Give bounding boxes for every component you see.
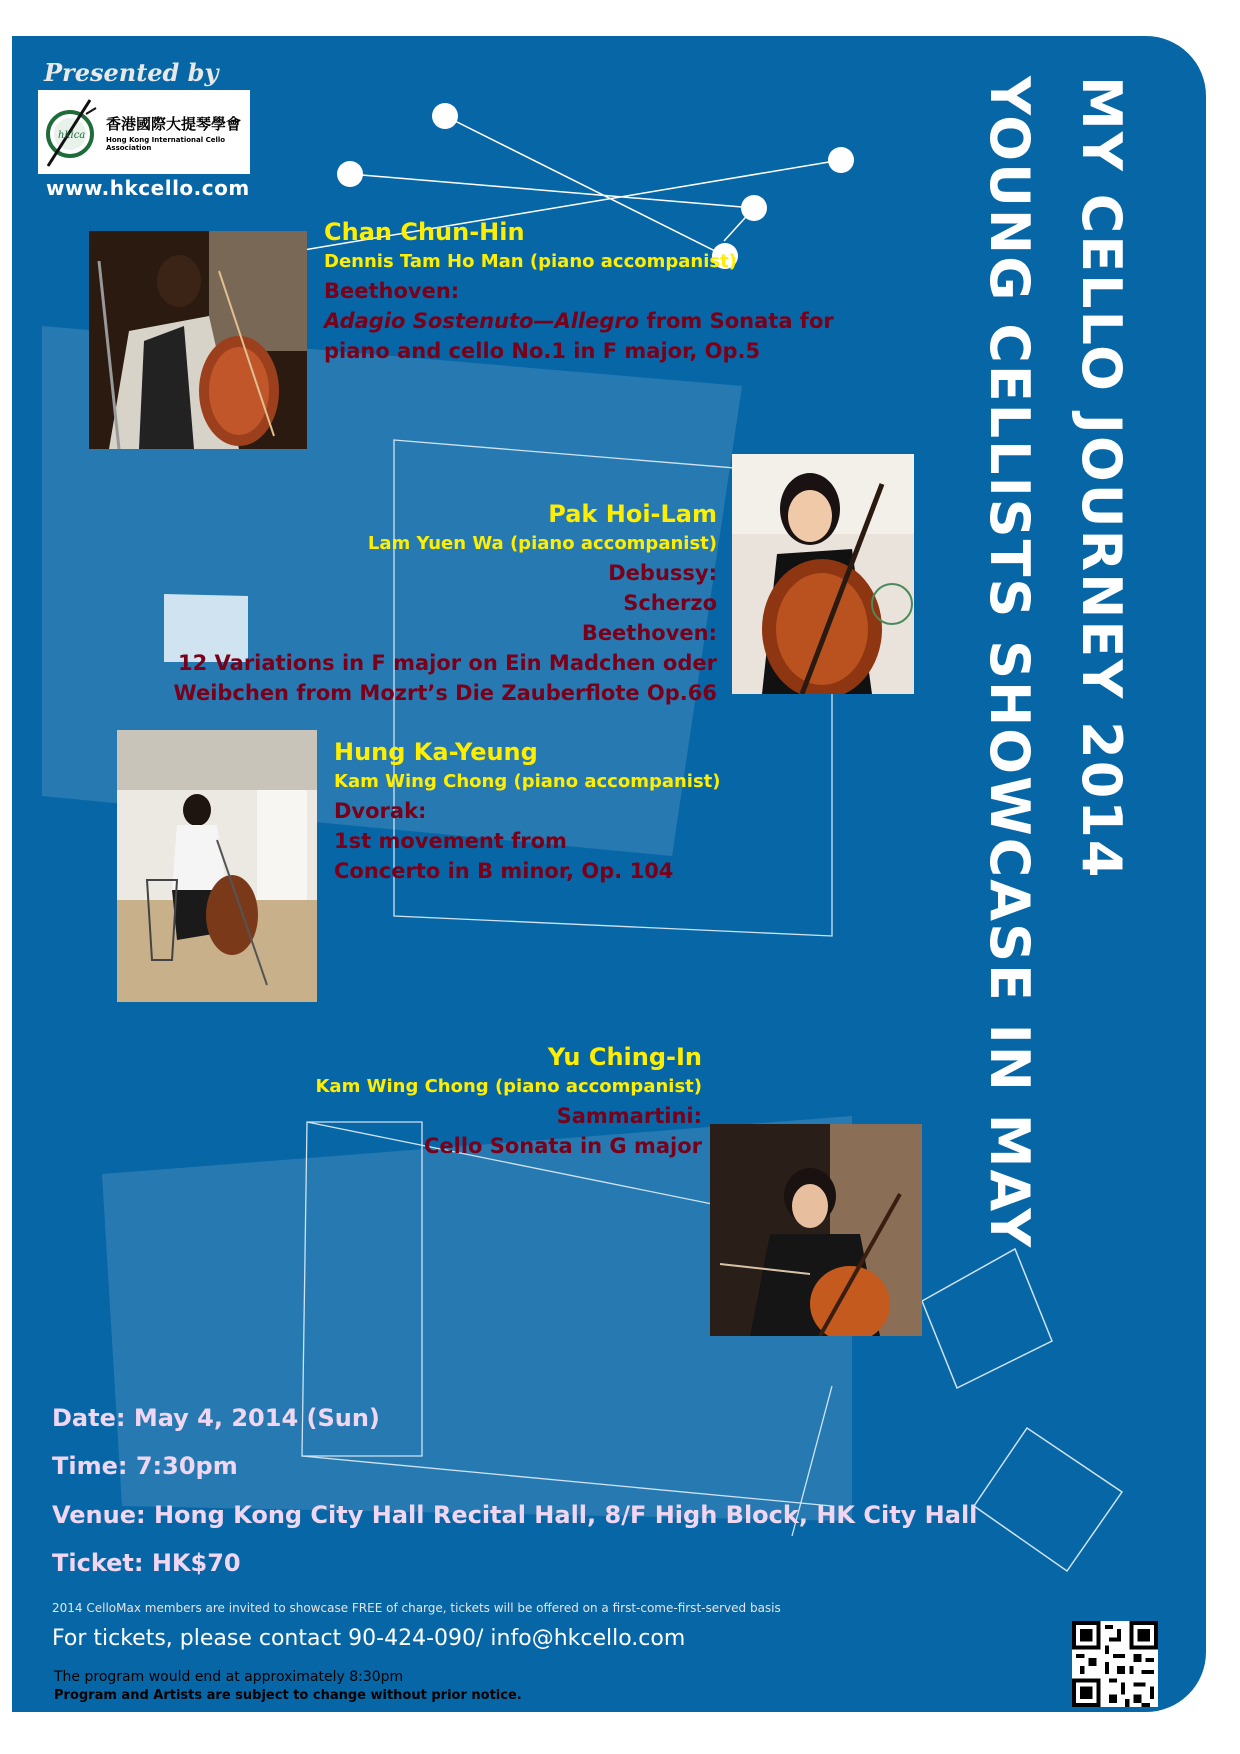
piece-title-line2: piano and cello No.1 in F major, Op.5 <box>324 339 761 363</box>
performer-photo-chan <box>89 231 307 449</box>
composer: Beethoven: <box>581 621 717 645</box>
logo-chinese-name: 香港國際大提琴學會 <box>106 114 242 133</box>
performer-name: Pak Hoi-Lam <box>548 500 717 528</box>
accompanist: Dennis Tam Ho Man (piano accompanist) <box>324 251 737 272</box>
accompanist: Kam Wing Chong (piano accompanist) <box>334 771 721 792</box>
performer-photo-pak <box>732 454 914 694</box>
main-title: MY CELLO JOURNEY 2014 <box>1070 76 1133 880</box>
website-link[interactable]: www.hkcello.com <box>46 176 250 200</box>
event-date: Date: May 4, 2014 (Sun) <box>52 1404 380 1432</box>
piece-title-line1: 1st movement from <box>334 829 567 853</box>
performer-block-yu <box>212 1041 702 1161</box>
performer-block-hung <box>334 736 854 886</box>
composer: Debussy: <box>608 561 717 585</box>
performer-photo-hung <box>117 730 317 1002</box>
footer-note-end-time: The program would end at approximately 8:30pm <box>54 1669 404 1685</box>
poster-background <box>12 36 1206 1712</box>
accompanist: Kam Wing Chong (piano accompanist) <box>315 1076 702 1097</box>
piece-title-line2: Weibchen from Mozrt’s Die Zauberflote Op.66 <box>173 681 717 705</box>
event-ticket: Ticket: HK$70 <box>52 1549 241 1577</box>
composer: Dvorak: <box>334 799 427 823</box>
piece-title <box>324 306 844 336</box>
logo-english-name: Hong Kong International Cello Association <box>106 135 226 152</box>
composer: Beethoven: <box>324 279 460 303</box>
composer: Sammartini: <box>556 1104 702 1128</box>
ticket-contact[interactable]: For tickets, please contact 90-424-090/ info@hkcello.com <box>52 1626 686 1651</box>
piece-title-italic: Adagio Sostenuto—Allegro <box>324 309 640 333</box>
presented-by-label: Presented by <box>44 58 219 87</box>
performer-name: Hung Ka-Yeung <box>334 738 538 766</box>
event-venue: Venue: Hong Kong City Hall Recital Hall, 8/F High Block, HK City Hall <box>52 1501 978 1529</box>
event-time: Time: 7:30pm <box>52 1452 238 1480</box>
performer-name: Yu Ching-In <box>547 1043 702 1071</box>
performer-photo-yu <box>710 1124 922 1336</box>
piece-title: Cello Sonata in G major <box>423 1134 702 1158</box>
cello-emblem-icon <box>42 94 102 170</box>
sub-title: YOUNG CELLISTS SHOWCASE IN MAY <box>978 76 1041 1250</box>
accompanist: Lam Yuen Wa (piano accompanist) <box>367 533 717 554</box>
footer-note-disclaimer: Program and Artists are subject to change without prior notice. <box>54 1688 522 1703</box>
qr-code[interactable] <box>1072 1621 1158 1707</box>
piece-title-line1: 12 Variations in F major on Ein Madchen oder <box>178 651 717 675</box>
association-logo <box>38 90 250 174</box>
piece-title: Scherzo <box>623 591 717 615</box>
performer-name: Chan Chun-Hin <box>324 218 525 246</box>
piece-title-rest: from Sonata for <box>639 309 834 333</box>
svg-text:hkica: hkica <box>58 130 86 141</box>
member-note: 2014 CelloMax members are invited to showcase FREE of charge, tickets will be offered on a first-come-first-served basis <box>52 1601 781 1615</box>
performer-block-chan <box>324 216 844 366</box>
piece-title-line2: Concerto in B minor, Op. 104 <box>334 859 674 883</box>
performer-block-pak <box>112 498 717 708</box>
